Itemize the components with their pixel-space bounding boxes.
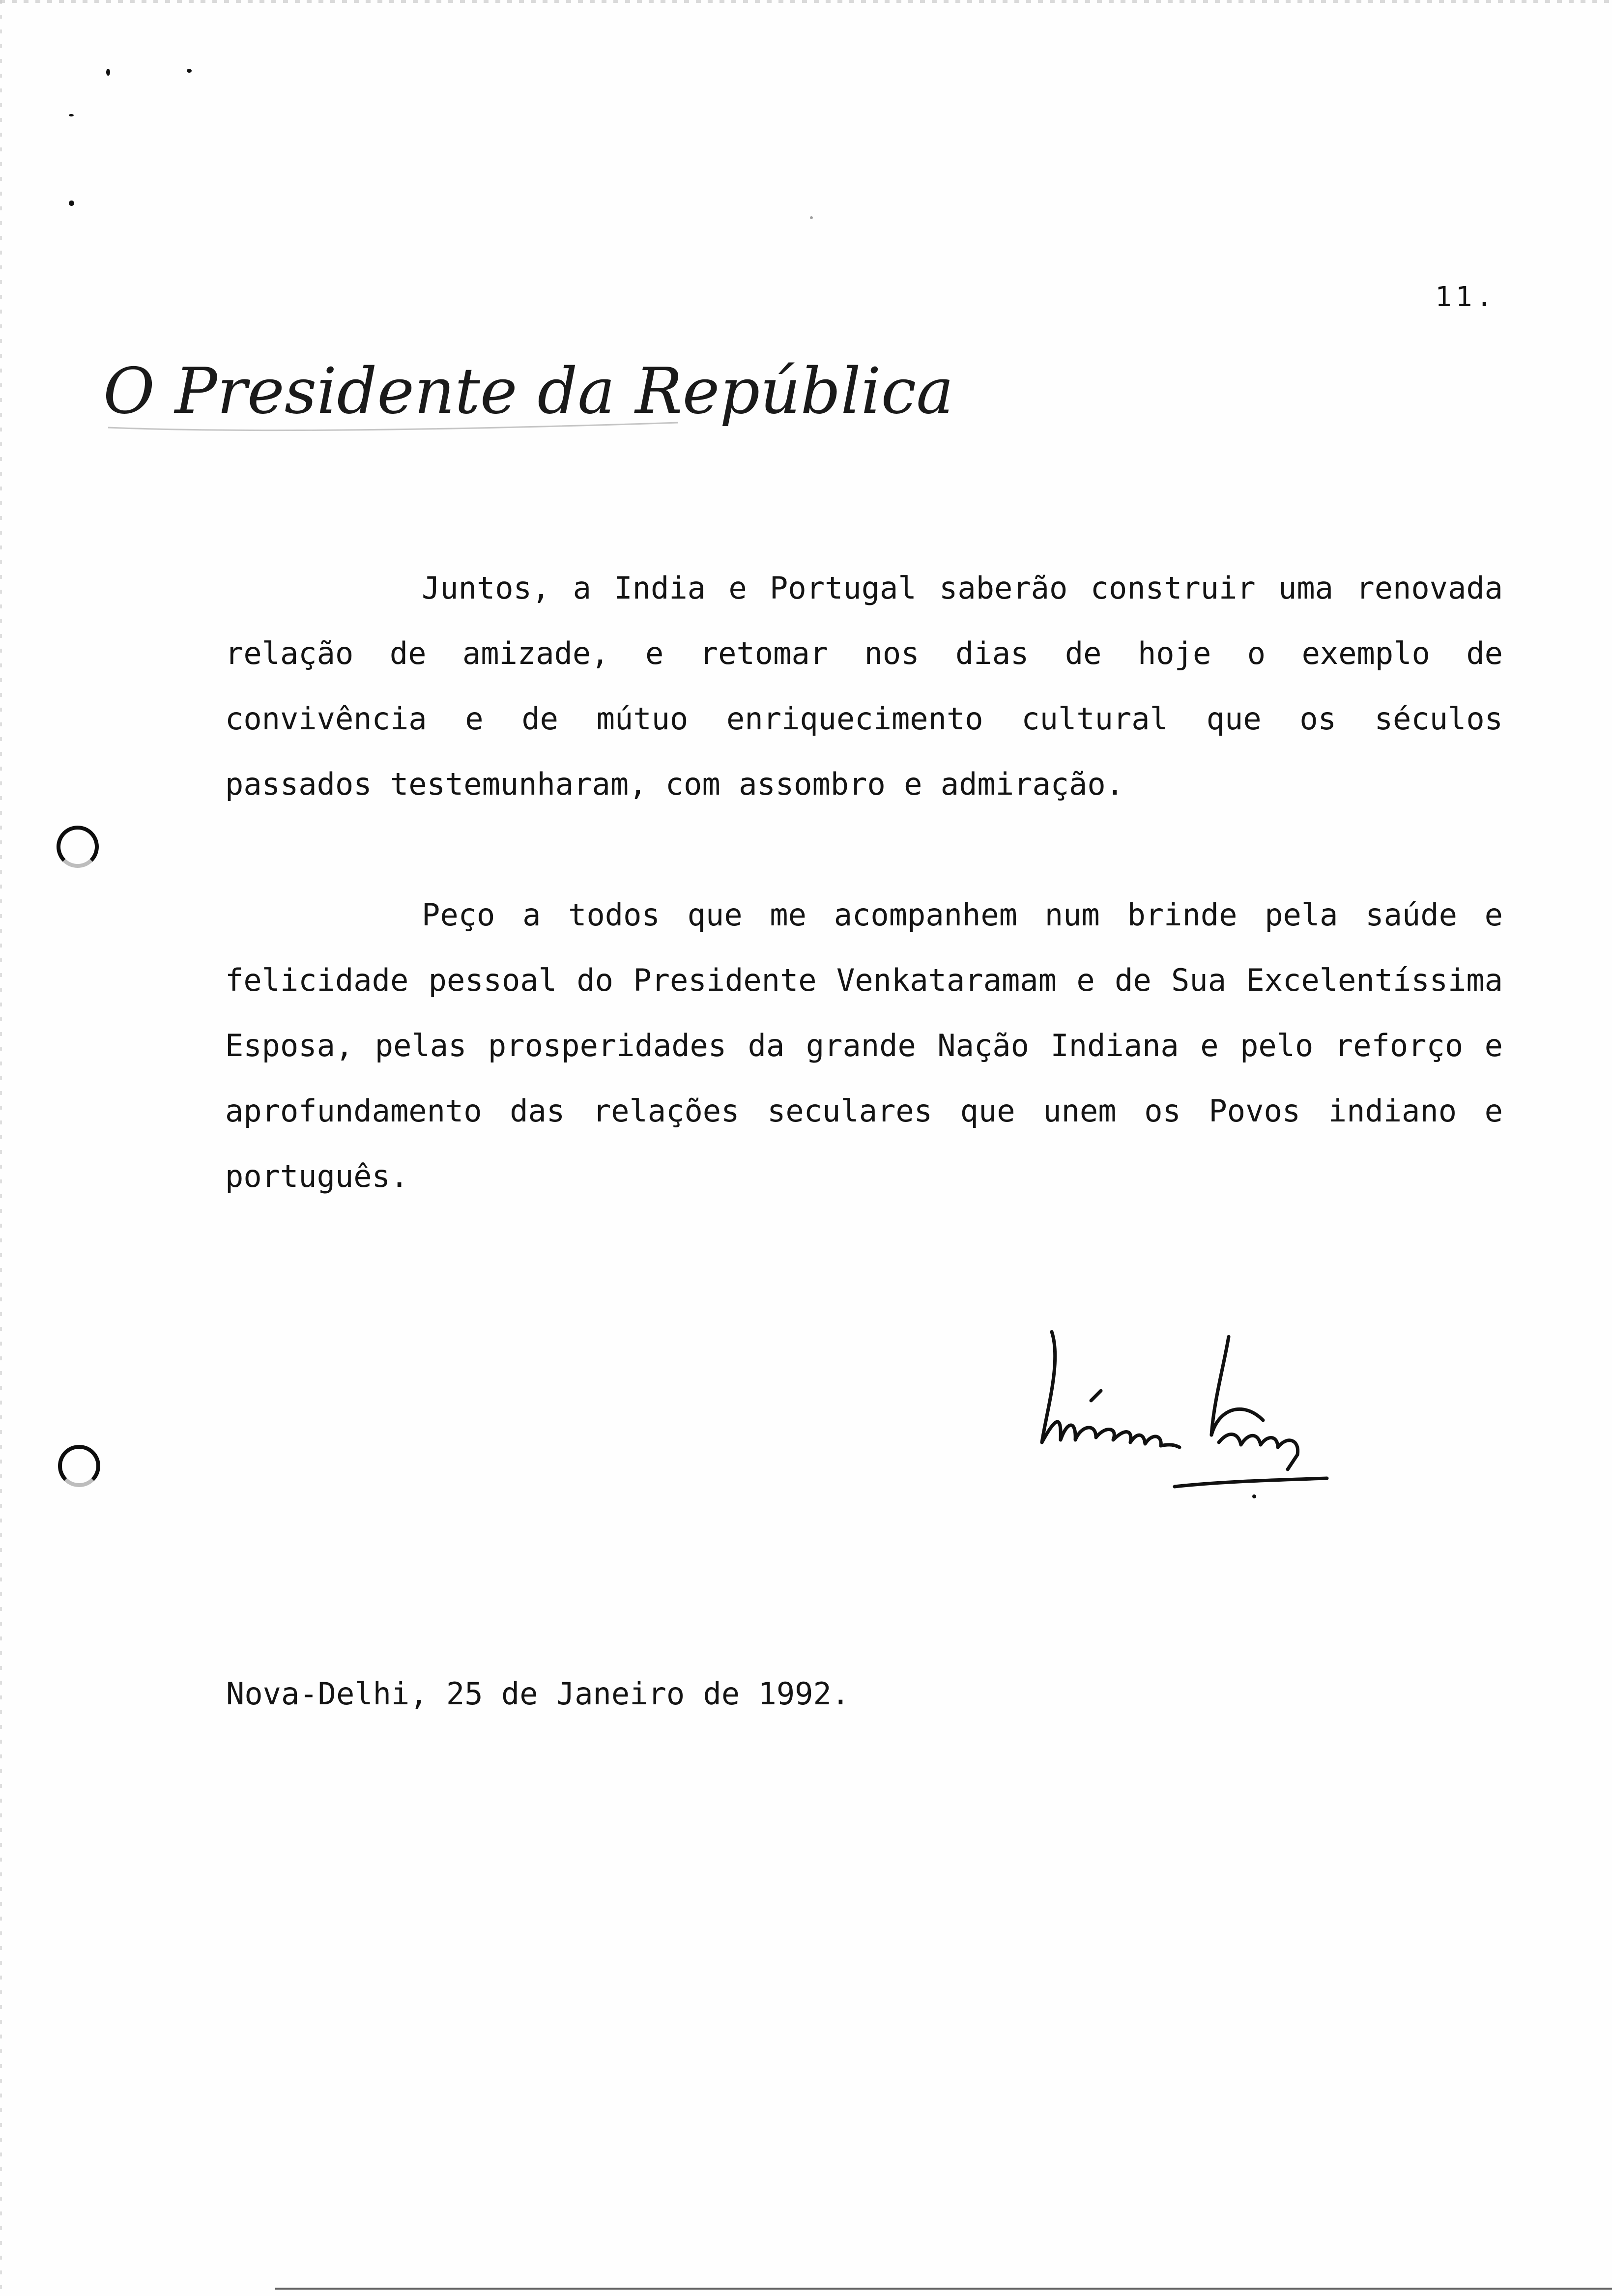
scan-left-edge <box>0 0 2 2296</box>
binder-hole <box>57 826 99 868</box>
scan-speck <box>69 114 74 116</box>
scan-speck <box>810 216 813 219</box>
binder-hole <box>58 1445 100 1487</box>
body-paragraph: Peço a todos que me acompanhem num brinde pela saúde e felicidade pessoal do Presidente Venkataramam e de Sua Excelentíssima Esposa, pelas prosperidades da grande Nação Indiana e pelo reforço e aprofundamento das relações seculares que unem os Povos indiano e português. <box>225 897 1503 1194</box>
scan-top-edge <box>0 0 1612 3</box>
letterhead-text: O Presidente da República <box>103 355 954 428</box>
place-date: Nova-Delhi, 25 de Janeiro de 1992. <box>226 1676 850 1712</box>
scan-speck <box>106 69 110 76</box>
letterhead-seal <box>98 354 954 437</box>
signature <box>1032 1322 1337 1499</box>
scan-bottom-edge <box>275 2288 1612 2290</box>
scan-speck <box>69 201 74 206</box>
body-paragraph: Juntos, a India e Portugal saberão construir uma renovada relação de amizade, e retomar nos dias de hoje o exemplo de convivência e de mútuo enriquecimento cultural que os séculos passados testemunharam, com assombro e admiração. <box>225 570 1503 802</box>
scan-speck <box>187 69 192 73</box>
page-number: 11. <box>1435 281 1497 313</box>
